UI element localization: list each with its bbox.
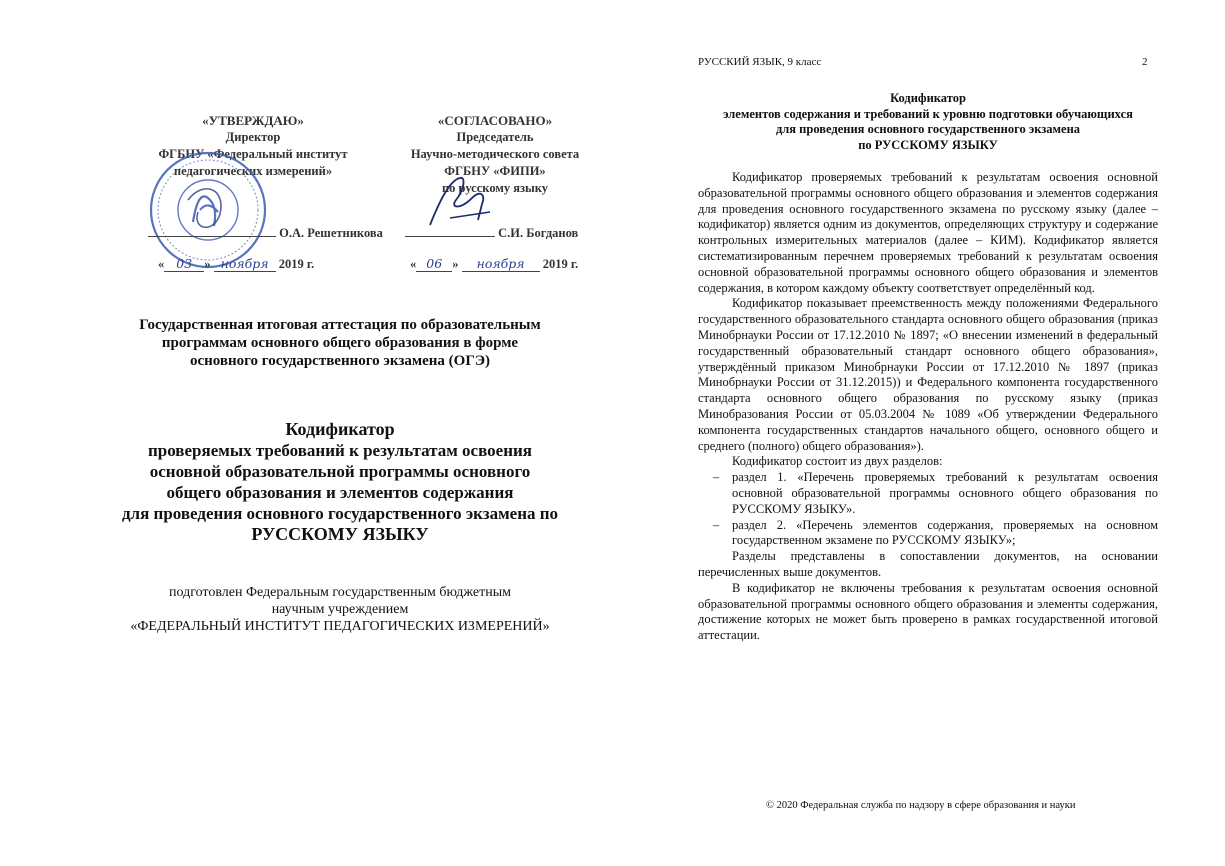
body-text xyxy=(698,170,1158,644)
agreement-heading: «СОГЛАСОВАНО» xyxy=(437,113,553,128)
exam-title-line: Государственная итоговая аттестация по образовательным xyxy=(139,317,541,333)
list-item xyxy=(698,470,1158,517)
paragraph: Кодификатор состоит из двух разделов: xyxy=(732,454,943,469)
agreement-month: ноября xyxy=(462,256,540,272)
document-title xyxy=(60,419,620,545)
exam-title xyxy=(90,316,590,370)
list-item-text: раздел 1. «Перечень проверяемых требований к результатам освоения основной образовательной программы основного общего образования по РУССКОМУ ЯЗЫКУ». xyxy=(732,470,1158,516)
approval-date xyxy=(158,256,314,272)
approval-org-line: ФГБНУ «Федеральный институт xyxy=(158,147,348,161)
agreement-role: Председатель xyxy=(456,130,534,144)
agreement-council-line: Научно-методического совета xyxy=(410,147,580,161)
approval-month: ноября xyxy=(214,256,276,272)
approval-heading: «УТВЕРЖДАЮ» xyxy=(202,113,304,128)
date-quote-close: » xyxy=(452,257,459,271)
date-quote-open: « xyxy=(410,257,417,271)
agreement-date xyxy=(410,256,578,272)
section-title xyxy=(698,91,1158,153)
signature-underline xyxy=(405,236,495,237)
prepared-by-line: «ФЕДЕРАЛЬНЫЙ ИНСТИТУТ ПЕДАГОГИЧЕСКИХ ИЗМЕРЕНИЙ» xyxy=(130,619,550,634)
handwritten-signature-icon xyxy=(420,170,500,230)
approval-year: 2019 г. xyxy=(278,257,315,271)
section-title-line: элементов содержания и требований к уровню подготовки обучающихся xyxy=(723,106,1133,121)
paragraph: Кодификатор проверяемых требований к результатам освоения основной образовательной программы основного общего образования и элементов содержания для проведения основного государственного экзамена по русскому языку (далее – кодификатор) является одним из документов, определяющих структуру и содержание контрольных измерительных материалов (далее – КИМ). Кодификатор является систематизированным перечнем проверяемых требований к результатам освоения основной образовательной программы основного общего образования и элементов содержания, в котором каждому объекту соответствует определённый код. xyxy=(698,170,1158,295)
copyright-footer: © 2020 Федеральная служба по надзору в сфере образования и науки xyxy=(766,800,1076,811)
prepared-by xyxy=(80,584,600,635)
date-quote-close: » xyxy=(204,257,211,271)
paragraph: В кодификатор не включены требования к результатам освоения основной образовательной программы основного общего образования и элементы содержания, достижение которых не может быть проверено в рамках государственной итоговой аттестации. xyxy=(698,580,1158,643)
paragraph: Разделы представлены в сопоставлении документов, на основании перечисленных выше документов. xyxy=(698,549,1158,579)
document-title-line: РУССКОМУ ЯЗЫКУ xyxy=(251,524,429,544)
list-dash: – xyxy=(713,517,720,532)
title-page xyxy=(0,0,612,866)
list-item xyxy=(698,518,1158,550)
approval-day: 03 xyxy=(164,256,204,272)
agreement-day: 06 xyxy=(416,256,452,272)
document-title-line: проверяемых требований к результатам освоения xyxy=(147,441,532,460)
chair-name: С.И. Богданов xyxy=(498,226,579,240)
director-name: О.А. Решетникова xyxy=(279,226,383,240)
section-title-line: по РУССКОМУ ЯЗЫКУ xyxy=(858,137,998,152)
section-title-line: для проведения основного государственного экзамена xyxy=(775,122,1081,136)
agreement-year: 2019 г. xyxy=(542,257,579,271)
chair-signature-line xyxy=(405,226,578,241)
agreement-council-line: ФГБНУ «ФИПИ» xyxy=(444,164,546,178)
agreement-council-line: по русскому языку xyxy=(441,181,549,195)
official-stamp-icon xyxy=(148,150,268,270)
page-number: 2 xyxy=(1142,56,1148,68)
running-header: РУССКИЙ ЯЗЫК, 9 класс xyxy=(698,56,822,68)
document-title-line: для проведения основного государственного экзамена по xyxy=(121,504,559,523)
signature-underline xyxy=(148,236,276,237)
date-quote-open: « xyxy=(158,257,165,271)
document-title-line: общего образования и элементов содержания xyxy=(166,483,514,502)
paragraph: Кодификатор показывает преемственность между положениями Федерального государственного образовательного стандарта основного общего образования (приказ Минобрнауки России от 17.12.2010 № 1897; «О внесении изменений в федеральный государственный образовательный стандарт основного общего образования», утверждённый приказом Минобрнауки России от 17.12.2010 № 1897 (приказ Минобрнауки России от 31.12.2015)) и Федерального компонента государственного стандарта основного общего образования по русскому языку (приказ Минобразования России от 05.03.2004 № 1089 «Об утверждении Федерального компонента государственных стандартов начального общего, основного общего и среднего (полного) общего образования»). xyxy=(698,296,1158,453)
exam-title-line: основного государственного экзамена (ОГЭ) xyxy=(189,353,491,369)
approval-org-line: педагогических измерений» xyxy=(173,164,333,178)
exam-title-line: программам основного общего образования в форме xyxy=(161,335,519,351)
document-title-line: Кодификатор xyxy=(285,419,395,439)
prepared-by-line: научным учреждением xyxy=(271,602,409,617)
prepared-by-line: подготовлен Федеральным государственным бюджетным xyxy=(169,585,511,600)
content-page xyxy=(612,0,1225,866)
approval-role: Директор xyxy=(225,130,281,144)
section-title-line: Кодификатор xyxy=(890,91,966,105)
list-dash: – xyxy=(713,470,720,485)
director-signature-line xyxy=(148,226,383,241)
document-title-line: основной образовательной программы основного xyxy=(149,462,531,481)
list-item-text: раздел 2. «Перечень элементов содержания, проверяемых на основном государственном экзамене по РУССКОМУ ЯЗЫКУ»; xyxy=(732,517,1158,548)
